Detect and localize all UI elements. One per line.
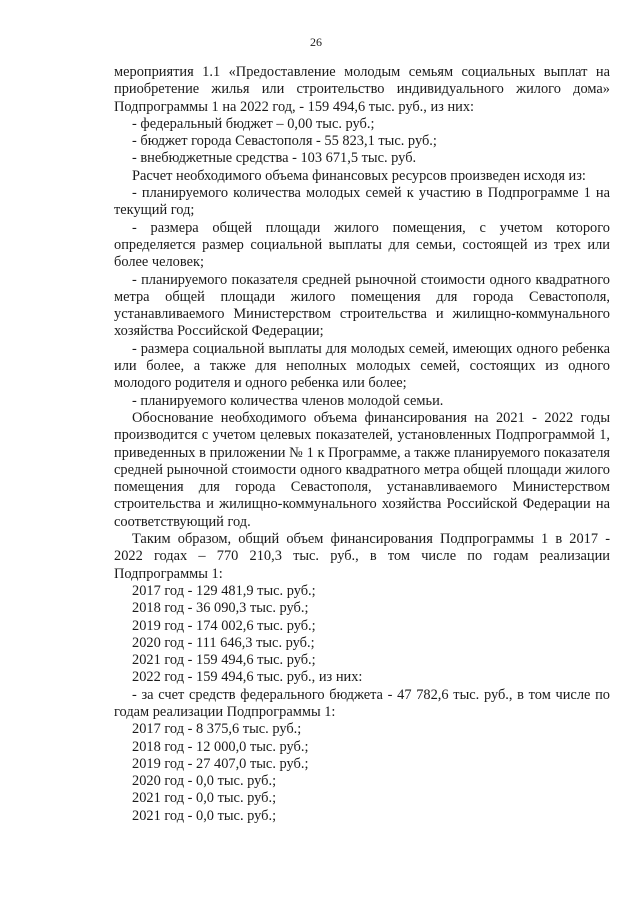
- year-line: 2021 год - 159 494,6 тыс. руб.;: [132, 652, 316, 669]
- year-line: 2020 год - 111 646,3 тыс. руб.;: [132, 634, 315, 651]
- year-line: 2020 год - 0,0 тыс. руб.;: [132, 773, 277, 790]
- paragraph: - размера социальной выплаты для молодых семей, имеющих одного ребенка или более, а также для неполных молодых семей, состоящих из одного молодого родителя и одного ребенка или более;: [114, 340, 610, 392]
- year-line: 2017 год - 129 481,9 тыс. руб.;: [132, 582, 316, 599]
- year-line: 2018 год - 12 000,0 тыс. руб.;: [132, 738, 309, 755]
- paragraph: мероприятия 1.1 «Предоставление молодым семьям социальных выплат на приобретение жилья или строительство индивидуального жилого дома» Подпрограммы 1 на 2022 год, - 159 494,6 тыс. руб., из них:: [114, 64, 610, 115]
- year-line: 2019 год - 27 407,0 тыс. руб.;: [132, 755, 309, 772]
- list-item: - бюджет города Севастополя - 55 823,1 тыс. руб.;: [132, 133, 437, 150]
- paragraph: Обоснование необходимого объема финансирования на 2021 - 2022 годы производится с учетом целевых показателей, установленных Подпрограммой 1, приведенных в приложении № 1 к Программе, а также планируемого показателя средней рыночной стоимости одного квадратного метра общей площади жилого помещения для города Севастополя, устанавливаемого Министерством строительства и жилищно-коммунального хозяйства Российской Федерации на соответствующий год.: [114, 409, 610, 530]
- paragraph: Таким образом, общий объем финансирования Подпрограммы 1 в 2017 - 2022 годах – 770 210,3 тыс. руб., в том числе по годам реализации Подпрограммы 1:: [114, 531, 610, 582]
- paragraph: Расчет необходимого объема финансовых ресурсов произведен исходя из:: [132, 167, 586, 184]
- list-item: - планируемого количества членов молодой семьи.: [132, 392, 444, 409]
- paragraph: - за счет средств федерального бюджета - 47 782,6 тыс. руб., в том числе по годам реализации Подпрограммы 1:: [114, 686, 610, 720]
- year-line: 2018 год - 36 090,3 тыс. руб.;: [132, 600, 309, 617]
- year-line: 2019 год - 174 002,6 тыс. руб.;: [132, 617, 316, 634]
- paragraph: - размера общей площади жилого помещения, с учетом которого определяется размер социальной выплаты для семьи, состоящей из трех или более человек;: [114, 219, 610, 271]
- list-item: - внебюджетные средства - 103 671,5 тыс. руб.: [132, 150, 417, 167]
- year-line: 2022 год - 159 494,6 тыс. руб., из них:: [132, 669, 363, 686]
- year-line: 2021 год - 0,0 тыс. руб.;: [132, 790, 277, 807]
- page-number: 26: [310, 35, 322, 49]
- document-body: [114, 64, 610, 825]
- paragraph: - планируемого количества молодых семей к участию в Подпрограмме 1 на текущий год;: [114, 185, 610, 219]
- list-item: - федеральный бюджет – 0,00 тыс. руб.;: [132, 115, 375, 132]
- paragraph: - планируемого показателя средней рыночной стоимости одного квадратного метра общей площади жилого помещения для города Севастополя, устанавливаемого Министерством строительства и жилищно-коммунального хозяйства Российской Федерации;: [114, 271, 610, 340]
- year-line: 2021 год - 0,0 тыс. руб.;: [132, 807, 277, 824]
- year-line: 2017 год - 8 375,6 тыс. руб.;: [132, 721, 302, 738]
